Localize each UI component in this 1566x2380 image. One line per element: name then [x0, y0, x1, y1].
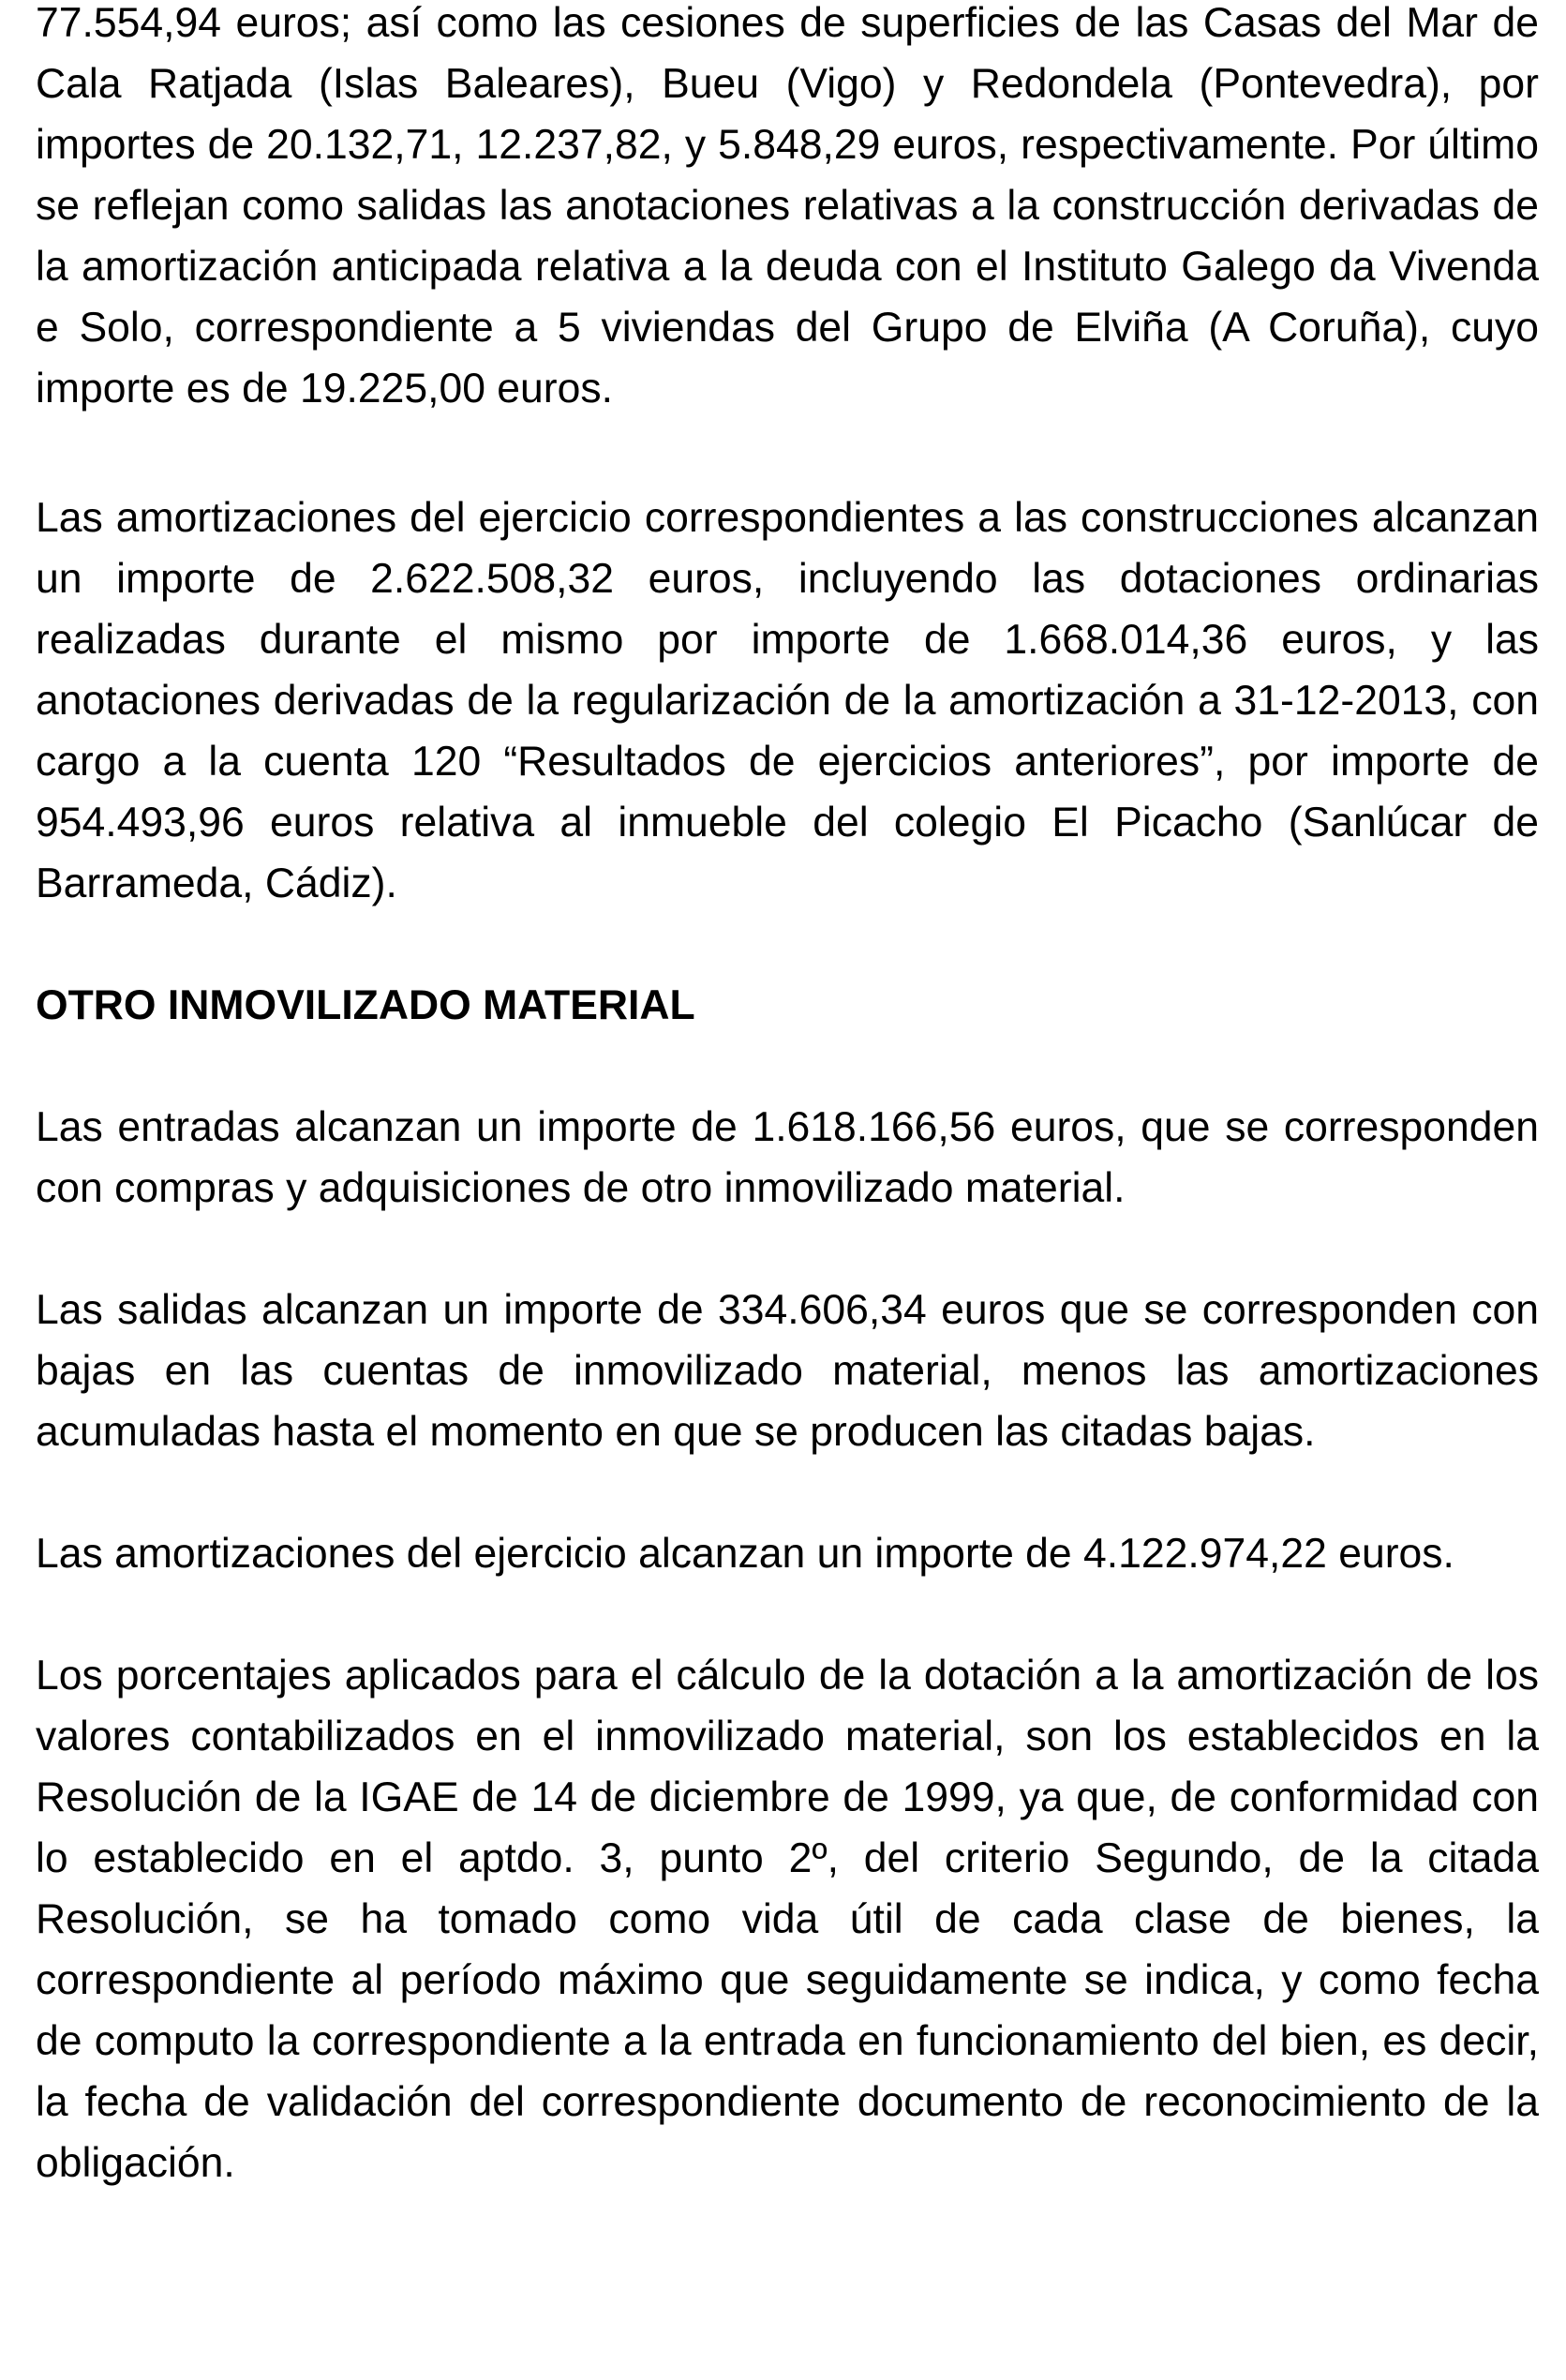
- paragraph-exits: Las salidas alcanzan un importe de 334.606,34 euros que se corresponden con bajas en las cuentas de inmovilizado material, menos las amortizaciones acumuladas hasta el momento en que se producen las citadas bajas.: [36, 1287, 1539, 1455]
- paragraph-construction-exits: 77.554,94 euros; así como las cesiones de superficies de las Casas del Mar de Cala Ratjada (Islas Baleares), Bueu (Vigo) y Redondela (Pontevedra), por importes de 20.132,71, 12.237,82, y 5.848,29 euros, respectivamente. Por último se reflejan como salidas las anotaciones relativas a la construcción derivadas de la amortización anticipada relativa a la deuda con el Instituto Galego da Vivenda e Solo, correspondiente a 5 viviendas del Grupo de Elviña (A Coruña), cuyo importe es de 19.225,00 euros.: [36, 0, 1539, 412]
- paragraph-percentages: Los porcentajes aplicados para el cálculo de la dotación a la amortización de los valores contabilizados en el inmovilizado material, son los establecidos en la Resolución de la IGAE de 14 de diciembre de 1999, ya que, de conformidad con lo establecido en el aptdo. 3, punto 2º, del criterio Segundo, de la citada Resolución, se ha tomado como vida útil de cada clase de bienes, la correspondiente al período máximo que seguidamente se indica, y como fecha de computo la correspondiente a la entrada en funcionamiento del bien, es decir, la fecha de validación del correspondiente documento de reconocimiento de la obligación.: [36, 1653, 1539, 2186]
- paragraph-construction-amortization: Las amortizaciones del ejercicio correspondientes a las construcciones alcanzan un importe de 2.622.508,32 euros, incluyendo las dotaciones ordinarias realizadas durante el mismo por importe de 1.668.014,36 euros, y las anotaciones derivadas de la regularización de la amortización a 31-12-2013, con cargo a la cuenta 120 “Resultados de ejercicios anteriores”, por importe de 954.493,96 euros relativa al inmueble del colegio El Picacho (Sanlúcar de Barrameda, Cádiz).: [36, 495, 1539, 906]
- document-page: [36, 0, 1539, 2193]
- paragraph-entries: Las entradas alcanzan un importe de 1.618.166,56 euros, que se corresponden con compras y adquisiciones de otro inmovilizado material.: [36, 1104, 1539, 1211]
- paragraph-amortization: Las amortizaciones del ejercicio alcanzan un importe de 4.122.974,22 euros.: [36, 1531, 1454, 1577]
- section-heading: OTRO INMOVILIZADO MATERIAL: [36, 982, 695, 1028]
